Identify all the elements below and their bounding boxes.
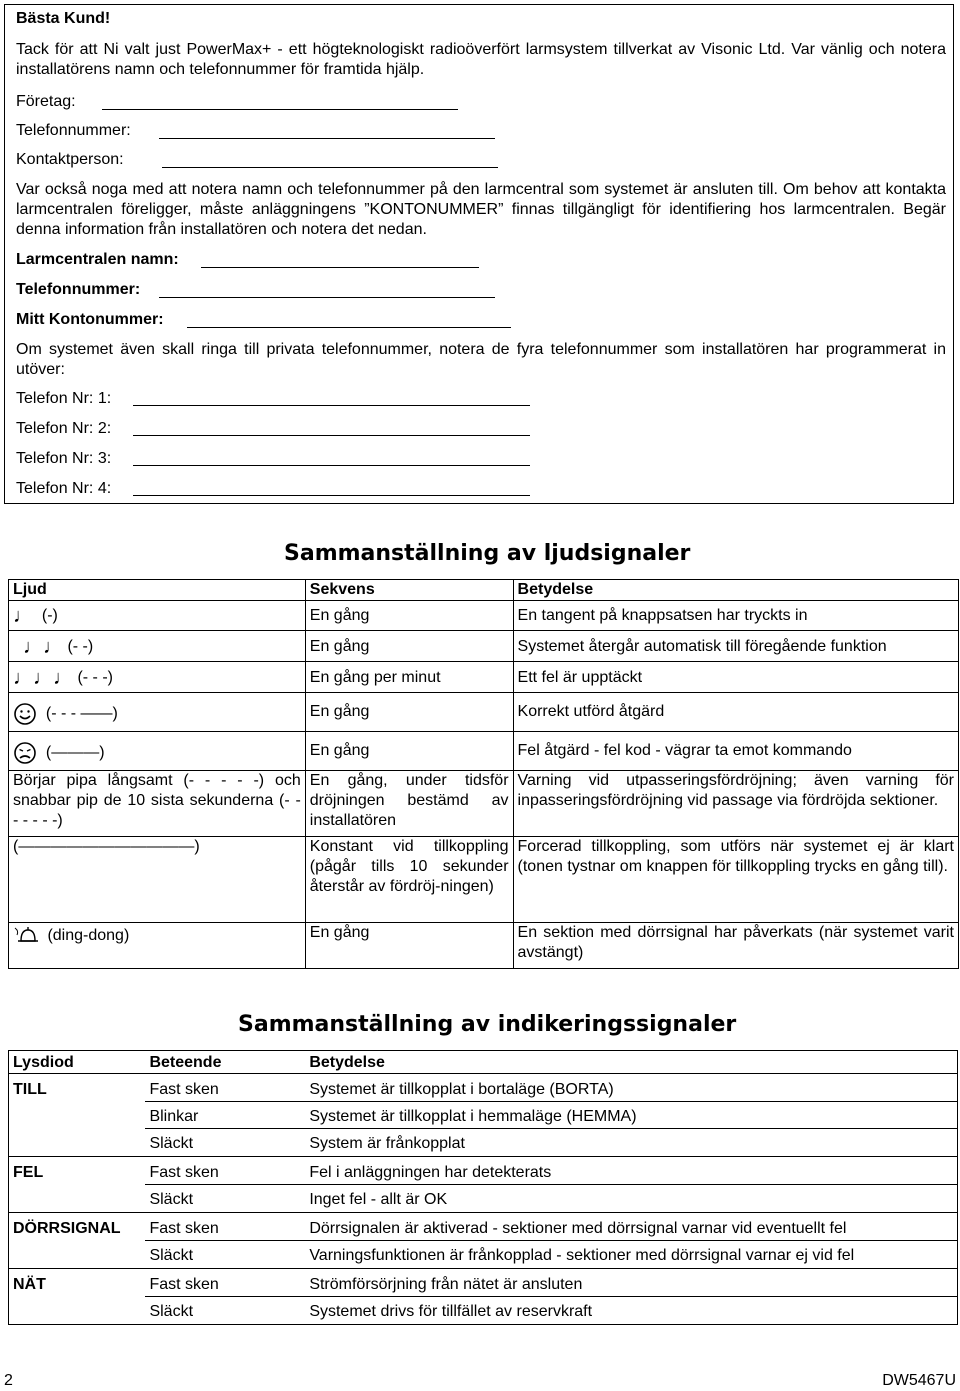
table-row: [9, 1297, 958, 1325]
account-input-line[interactable]: [187, 327, 511, 328]
sound-meaning: Systemet återgår automatisk till föregående funktion: [513, 631, 958, 662]
sound-sequence: En gång, under tidsför dröjningen bestämd av installatören: [305, 771, 513, 837]
contact-label: Kontaktperson:: [16, 151, 124, 168]
sounds-header-sequence: Sekvens: [305, 580, 513, 601]
sounds-header-sound: Ljud: [9, 580, 306, 601]
led-name: NÄT: [13, 1276, 46, 1293]
table-row: [9, 1241, 958, 1269]
led-behavior: Fast sken: [145, 1157, 305, 1185]
happy-face-icon: [13, 702, 37, 726]
led-meaning: Varningsfunktionen är frånkopplad - sektioner med dörrsignal varnar ej vid fel: [305, 1241, 957, 1269]
led-meaning: Strömförsörjning från nätet är ansluten: [305, 1269, 957, 1297]
sound-meaning: En sektion med dörrsignal har påverkats (när systemet varit avstängt): [513, 923, 958, 969]
led-behavior: Släckt: [145, 1185, 305, 1213]
account-field: [16, 311, 164, 329]
doorbell-icon: [13, 925, 43, 947]
sound-pattern: (ding-dong): [47, 927, 130, 945]
sound-sequence: Konstant vid tillkoppling (pågår tills 10 sekunder återstår av fördröj-ningen): [305, 837, 513, 923]
led-meaning: Systemet är tillkopplat i bortaläge (BORTA): [305, 1074, 957, 1102]
ind-header-led: Lysdiod: [9, 1051, 146, 1074]
ind-header-behavior: Beteende: [145, 1051, 305, 1074]
central-name-input-line[interactable]: [201, 267, 479, 268]
company-label: Företag:: [16, 93, 76, 110]
led-meaning: Systemet är tillkopplat i hemmaläge (HEMMA): [305, 1102, 957, 1129]
phone-1-label: Telefon Nr: 1:: [16, 390, 112, 407]
phone-4-input-line[interactable]: [133, 495, 530, 496]
sound-pattern: (- - -): [77, 669, 113, 687]
led-behavior: Släckt: [145, 1129, 305, 1157]
sound-pattern: (- -): [67, 638, 94, 656]
central-phone-input-line[interactable]: [159, 297, 495, 298]
led-behavior: Släckt: [145, 1297, 305, 1325]
sound-sequence: En gång: [305, 601, 513, 631]
led-meaning: Fel i anläggningen har detekterats: [305, 1157, 957, 1185]
table-row: [9, 1102, 958, 1129]
sound-meaning: Forcerad tillkoppling, som utförs när systemet ej är klart (tonen tystnar om knappen för tillkoppling trycks en gång till).: [513, 837, 958, 923]
phone-2-input-line[interactable]: [133, 435, 530, 436]
sound-pattern: Börjar pipa långsamt (- - - - -) och snabbar pip de 10 sista sekunderna (- - - - - - -): [9, 771, 306, 837]
table-row: [9, 732, 959, 771]
page-number: 2: [4, 1372, 13, 1389]
table-row: [9, 1213, 958, 1241]
sound-meaning: Ett fel är upptäckt: [513, 662, 958, 693]
contact-field: [16, 151, 124, 169]
table-row: [9, 601, 959, 631]
led-meaning: System är frånkopplat: [305, 1129, 957, 1157]
company-input-line[interactable]: [102, 109, 458, 110]
led-meaning: Dörrsignalen är aktiverad - sektioner med dörrsignal varnar vid eventuellt fel: [305, 1213, 957, 1241]
phone-2-field: [16, 420, 111, 438]
phone-1-field: [16, 390, 111, 408]
sound-sequence: En gång: [305, 732, 513, 771]
private-phones-paragraph: Om systemet även skall ringa till privata telefonnummer, notera de fyra telefonnummer som installatören har programmerat in utöver:: [16, 341, 946, 378]
central-phone-field: [16, 281, 140, 299]
table-row: [9, 631, 959, 662]
table-row: [9, 1157, 958, 1185]
contact-input-line[interactable]: [162, 167, 498, 168]
intro-paragraph: Tack för att Ni valt just PowerMax+ - ett högteknologiskt radioöverfört larmsystem tillverkat av Visonic Ltd. Var vänlig och notera installatörens namn och telefonnummer för framtida hjälp.: [16, 41, 946, 78]
led-meaning: Inget fel - allt är OK: [305, 1185, 957, 1213]
table-row: [9, 923, 959, 969]
double-note-icon: ♩♩: [23, 636, 63, 658]
led-name: TILL: [13, 1081, 47, 1098]
ind-header-meaning: Betydelse: [305, 1051, 957, 1074]
table-row: [9, 1185, 958, 1213]
sound-sequence: En gång: [305, 923, 513, 969]
phone-label: Telefonnummer:: [16, 122, 131, 139]
led-behavior: Fast sken: [145, 1269, 305, 1297]
greeting: Bästa Kund!: [16, 10, 111, 27]
table-row: [9, 693, 959, 732]
phone-2-label: Telefon Nr: 2:: [16, 420, 112, 437]
table-row: [9, 837, 959, 923]
sound-sequence: En gång: [305, 631, 513, 662]
led-behavior: Blinkar: [145, 1102, 305, 1129]
indicators-table: [8, 1050, 958, 1325]
table-row: [9, 1129, 958, 1157]
account-label: Mitt Kontonummer:: [16, 311, 164, 328]
indicators-title: Sammanställning av indikeringssignaler: [238, 1012, 737, 1037]
sad-face-icon: [13, 741, 37, 765]
table-row: [9, 662, 959, 693]
sound-pattern: (-): [41, 607, 58, 625]
sound-sequence: En gång: [305, 693, 513, 732]
phone-input-line[interactable]: [159, 138, 495, 139]
sound-meaning: Korrekt utförd åtgärd: [513, 693, 958, 732]
sound-pattern: (- - - ——): [45, 705, 118, 723]
phone-3-field: [16, 450, 111, 468]
phone-4-label: Telefon Nr: 4:: [16, 480, 112, 497]
led-behavior: Fast sken: [145, 1074, 305, 1102]
led-behavior: Släckt: [145, 1241, 305, 1269]
table-row: [9, 1074, 958, 1102]
led-name: DÖRRSIGNAL: [13, 1220, 121, 1237]
sound-pattern: (———————————): [9, 837, 306, 923]
sounds-header-row: [9, 580, 959, 601]
central-paragraph: Var också noga med att notera namn och telefonnummer på den larmcentral som systemet är ansluten till. Om behov att kontakta larmcentralen föreligger, måste anläggningens ”KONTONUMMER” finnas tillgängligt för identifiering hos larmcentralen. Begär denna information från installatören och notera det nedan.: [16, 181, 946, 238]
company-field: [16, 93, 76, 111]
sound-meaning: En tangent på knappsatsen har tryckts in: [513, 601, 958, 631]
sounds-table: [8, 579, 959, 969]
led-behavior: Fast sken: [145, 1213, 305, 1241]
sound-meaning: Varning vid utpasseringsfördröjning; även varning för inpasseringsfördröjning vid passage via fördröjda sektioner.: [513, 771, 958, 837]
document-code: DW5467U: [882, 1372, 956, 1389]
indicators-header-row: [9, 1051, 958, 1074]
sound-meaning: Fel åtgärd - fel kod - vägrar ta emot kommando: [513, 732, 958, 771]
central-name-field: [16, 251, 179, 269]
phone-1-input-line[interactable]: [133, 405, 530, 406]
led-name: FEL: [13, 1164, 44, 1181]
note-icon: ♩: [13, 605, 33, 627]
sounds-title: Sammanställning av ljudsignaler: [284, 541, 691, 566]
sound-sequence: En gång per minut: [305, 662, 513, 693]
triple-note-icon: ♩♩♩: [13, 667, 73, 689]
phone-3-input-line[interactable]: [133, 465, 530, 466]
central-name-label: Larmcentralen namn:: [16, 251, 179, 268]
central-phone-label: Telefonnummer:: [16, 281, 141, 298]
phone-3-label: Telefon Nr: 3:: [16, 450, 112, 467]
phone-field: [16, 122, 131, 140]
led-meaning: Systemet drivs för tillfället av reservkraft: [305, 1297, 957, 1325]
phone-4-field: [16, 480, 111, 498]
table-row: [9, 771, 959, 837]
sound-pattern: (———): [45, 744, 105, 762]
table-row: [9, 1269, 958, 1297]
sounds-header-meaning: Betydelse: [513, 580, 958, 601]
